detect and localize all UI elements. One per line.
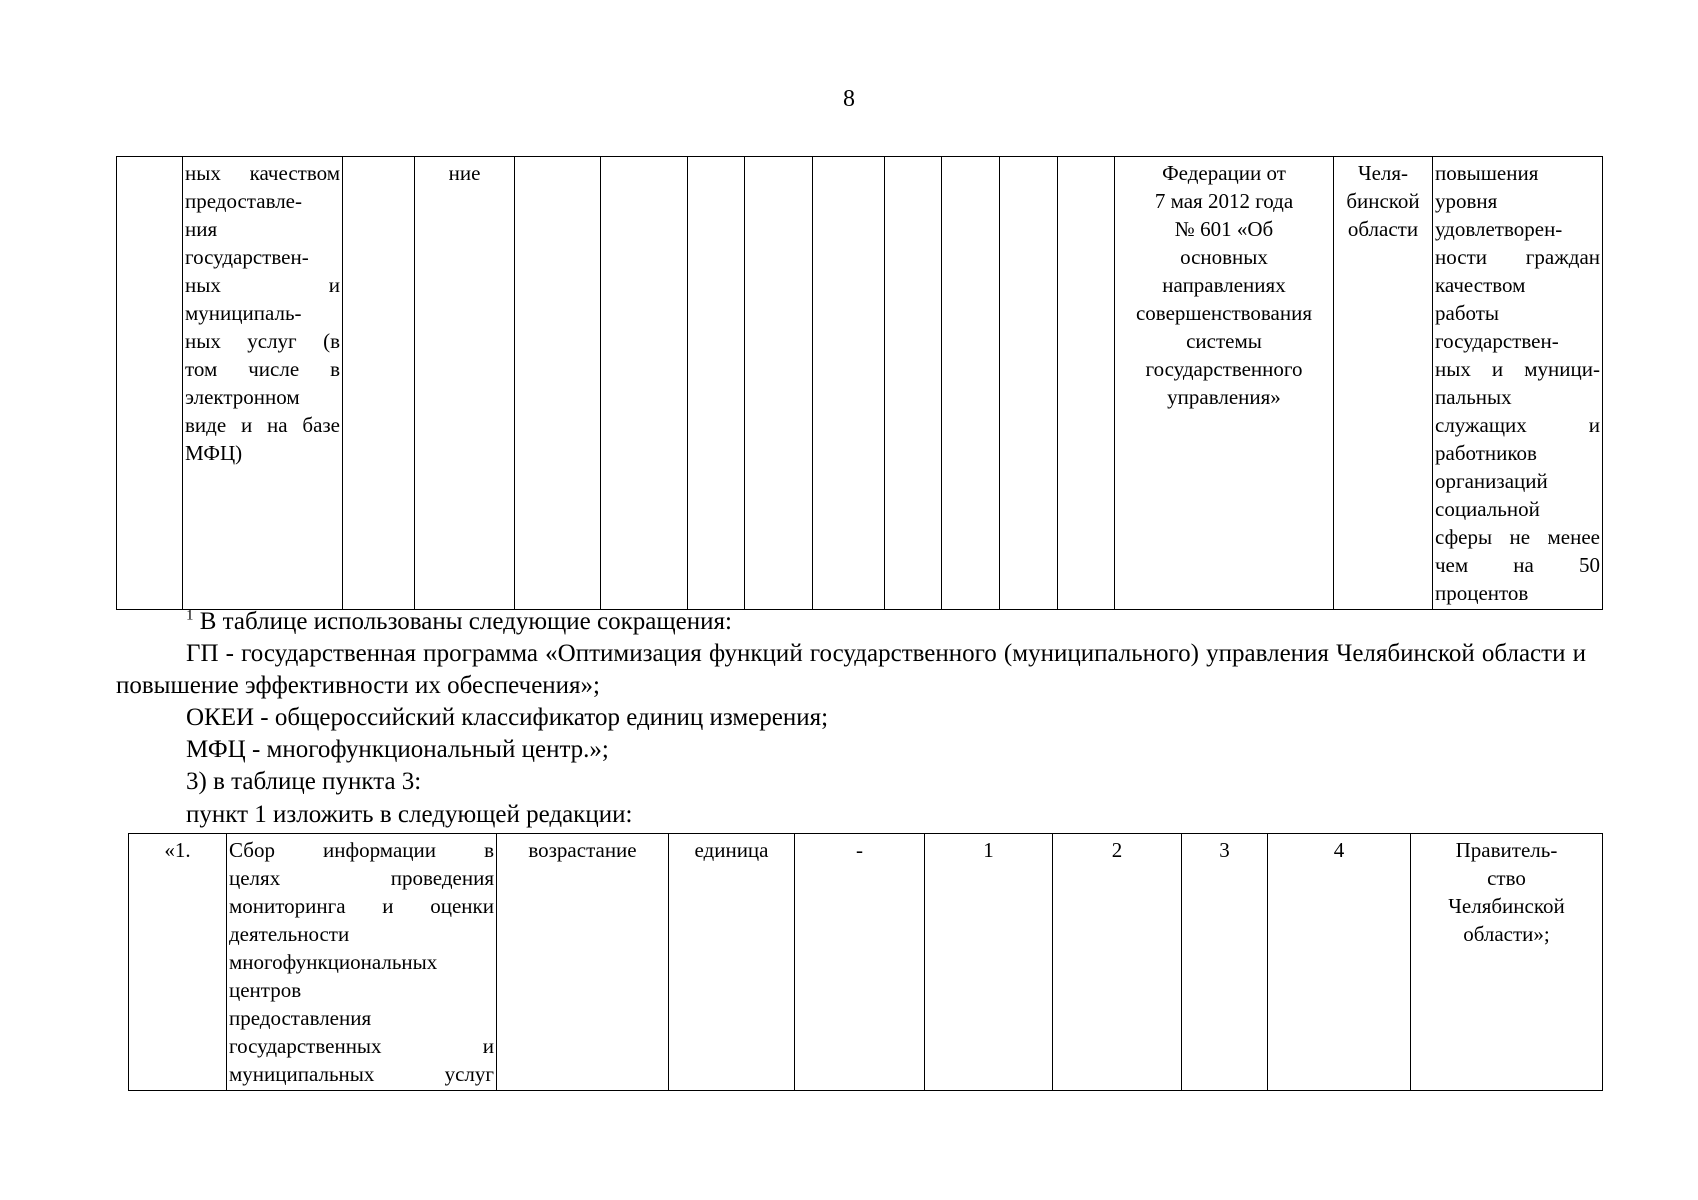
cell-line: государственного [1145,357,1303,381]
table-cell-number [117,157,183,610]
table-cell-value-1: 1 [925,834,1053,1091]
cell-line: уровня [1435,189,1498,213]
cell-line: целях проведения [229,866,494,890]
cell-line: государственных и [229,1034,494,1058]
cell-line: работы [1435,301,1500,325]
cell-line: предоставления [229,1006,372,1030]
cell-line: качеством [1435,273,1526,297]
cell-line: работников [1435,441,1537,465]
table-cell-empty [1058,157,1115,610]
table-cell-empty [942,157,1000,610]
cell-line: ния [185,217,218,241]
cell-line: области»; [1463,922,1550,946]
cell-line: сферы не менее [1435,525,1600,549]
cell-line: муниципальных услуг [229,1062,494,1086]
cell-line: 7 мая 2012 года [1154,189,1294,213]
footnote-text: В таблице использованы следующие сокращения: [193,608,732,635]
cell-line: системы [1186,329,1262,353]
table-row [117,157,1603,610]
cell-line: ство [1487,866,1526,890]
cell-line: предоставле- [185,189,302,213]
cell-line: электронном [185,385,300,409]
cell-line: чем на 50 [1435,553,1600,577]
cell-line: Правитель- [1455,838,1558,862]
cell-line: деятельности [229,922,350,946]
cell-line: области [1347,217,1419,241]
table-cell-unit: единица [669,834,795,1091]
table-cell-name [183,157,343,610]
cell-line: организаций [1435,469,1548,493]
table-cell-basis [1115,157,1334,610]
cell-line: ных качеством [185,161,340,185]
cell-line: Федерации от [1162,161,1286,185]
cell-line: социальной [1435,497,1540,521]
cell-line: удовлетворен- [1435,217,1563,241]
table-cell-executor [1411,834,1603,1091]
cell-line: направлениях [1162,273,1286,297]
table-cell-name [227,834,497,1091]
table-cell-value-4: 4 [1268,834,1411,1091]
footnote-mark: 1 [186,607,194,624]
cell-line: Челя- [1357,161,1409,185]
cell-line: мониторинга и оценки [229,894,494,918]
table-cell-result [1433,157,1603,610]
new-item-table [128,833,1603,1091]
cell-line: Сбор информации в [229,838,494,862]
page-number: 8 [843,86,855,112]
cell-line: государствен- [1435,329,1559,353]
mfc-definition: МФЦ - многофункциональный центр.»; [186,736,609,763]
table-cell-empty [601,157,688,610]
cell-line: управления» [1167,385,1281,409]
table-cell-value-2: 2 [1053,834,1182,1091]
cell-line: ных услуг (в [185,329,340,353]
table-cell-empty [515,157,601,610]
table-cell-empty [885,157,942,610]
table-cell-empty [745,157,813,610]
table-cell-empty [343,157,415,610]
gp-definition: ГП - государственная программа «Оптимизация функций государственного (муниципального) управления Челябинской области и повышение эффективности их обеспечения»; [116,640,1586,699]
cell-line: № 601 «Об [1174,217,1274,241]
cell-line: Челябинской [1448,894,1565,918]
cell-line: пальных [1435,385,1512,409]
cell-line: ности граждан [1435,245,1600,269]
table-cell-base-value: - [795,834,925,1091]
table-cell-direction: возрастание [497,834,669,1091]
table-row [129,834,1603,1091]
cell-line: совершенствования [1135,301,1313,325]
item-edit: пункт 1 изложить в следующей редакции: [186,801,633,828]
cell-line: процентов [1435,581,1529,605]
cell-line: ных и муници- [1435,357,1600,381]
okei-definition: ОКЕИ - общероссийский классификатор единиц измерения; [186,704,829,731]
table-cell-empty [1000,157,1058,610]
cell-line: бинской [1346,189,1420,213]
cell-line: служащих и [1435,413,1600,437]
cell-line: центров [229,978,302,1002]
cell-line: многофункциональных [229,950,438,974]
cell-line: государствен- [185,245,309,269]
table-cell-value-3: 3 [1182,834,1268,1091]
item-3: 3) в таблице пункта 3: [186,768,422,795]
cell-line: муниципаль- [185,301,302,325]
continuation-table [116,156,1603,610]
cell-line: ных и [185,273,340,297]
cell-line: том числе в [185,357,340,381]
cell-line: основных [1180,245,1268,269]
footnote-intro [186,606,732,638]
table-cell-executor [1334,157,1433,610]
cell-line: МФЦ) [185,441,243,465]
cell-line: повышения [1435,161,1539,185]
table-cell-direction: ние [415,157,515,610]
table-cell-number: «1. [129,834,227,1091]
cell-line: виде и на базе [185,413,340,437]
table-cell-empty [813,157,885,610]
table-cell-empty [688,157,745,610]
